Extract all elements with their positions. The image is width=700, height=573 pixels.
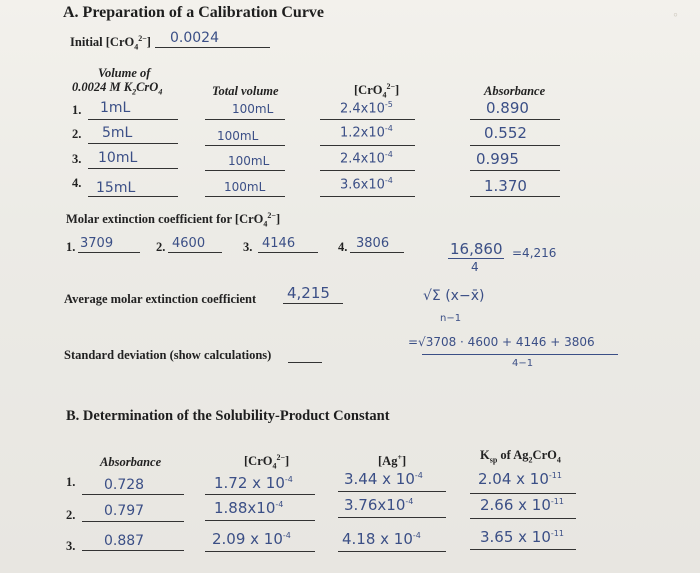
absorbance-value: 0.887 bbox=[104, 533, 145, 549]
absorbance-value: 0.552 bbox=[484, 124, 527, 142]
coefficient-value: 4600 bbox=[172, 236, 206, 251]
coefficient-value: 3709 bbox=[80, 236, 114, 251]
total-volume-value: 100mL bbox=[224, 180, 266, 194]
total-volume-value: 100mL bbox=[228, 154, 270, 168]
cro4-value: 1.72 x $10^{-4}$ bbox=[214, 474, 293, 492]
cro4-value: $1.88x10^{-4}$ bbox=[214, 499, 284, 517]
concentration-value: $1.2x10^{-4}$ bbox=[340, 124, 393, 141]
row-number: 1. bbox=[66, 475, 76, 489]
row-number: 3. bbox=[66, 539, 76, 553]
coefficient-value: 3806 bbox=[356, 236, 390, 251]
total-volume-value: 100mL bbox=[217, 129, 259, 143]
volume-value: 1mL bbox=[100, 100, 131, 116]
absorbance-value: 0.995 bbox=[476, 150, 519, 168]
concentration-value: $2.4x10^{-5}$ bbox=[340, 100, 393, 117]
volume-value: 10mL bbox=[98, 150, 138, 166]
coefficient-number: 4. bbox=[338, 240, 348, 254]
ag-value: 4.18 x $10^{-4}$ bbox=[342, 530, 421, 548]
ksp-value: 2.66 x $10^{-11}$ bbox=[480, 496, 564, 514]
coefficient-value: 4146 bbox=[262, 236, 296, 251]
ag-value: $3.76x10^{-4}$ bbox=[344, 496, 414, 514]
stdev-work-denominator: 4−1 bbox=[512, 358, 534, 369]
b-absorbance-header: Absorbance bbox=[100, 455, 162, 469]
absorbance-value: 0.890 bbox=[486, 99, 529, 117]
absorbance-header: Absorbance bbox=[484, 84, 546, 98]
sum-note: 16,860 bbox=[450, 240, 503, 258]
volume-value: 15mL bbox=[96, 180, 136, 196]
concentration-header: [CrO$_4^{2-}$] bbox=[354, 82, 400, 100]
initial-cro4-value: 0.0024 bbox=[170, 30, 219, 46]
sum-result: =4,216 bbox=[512, 246, 557, 260]
volume-value: 5mL bbox=[102, 125, 133, 141]
total-volume-header: Total volume bbox=[212, 84, 279, 98]
ag-value: 3.44 x $10^{-4}$ bbox=[344, 470, 423, 488]
row-number: 3. bbox=[72, 152, 82, 166]
coefficient-number: 3. bbox=[243, 240, 253, 254]
ksp-value: 3.65 x $10^{-11}$ bbox=[480, 528, 564, 546]
ksp-value: 2.04 x $10^{-11}$ bbox=[478, 470, 562, 488]
coefficient-number: 2. bbox=[156, 240, 166, 254]
initial-cro4-label: Initial [CrO$_4^{2-}$] bbox=[70, 34, 151, 52]
absorbance-value: 0.728 bbox=[104, 477, 145, 493]
coefficient-number: 1. bbox=[66, 240, 76, 254]
absorbance-value: 0.797 bbox=[104, 503, 145, 519]
average-label: Average molar extinction coefficient bbox=[64, 292, 257, 306]
stdev-formula-denominator: n−1 bbox=[440, 313, 462, 324]
concentration-value: $3.6x10^{-4}$ bbox=[340, 176, 393, 193]
stdev-work: =√3708 · 4600 + 4146 + 3806 bbox=[408, 335, 595, 349]
section-b-title: B. Determination of the Solubility-Product Constant bbox=[66, 408, 390, 424]
total-volume-value: 100mL bbox=[232, 102, 274, 116]
concentration-value: $2.4x10^{-4}$ bbox=[340, 150, 393, 167]
volume-header-line1: Volume of bbox=[98, 66, 151, 80]
b-ksp-header: $K_{sp}$ of $Ag_2CrO_4$ bbox=[480, 448, 561, 465]
row-number: 2. bbox=[72, 127, 82, 141]
row-number: 4. bbox=[72, 176, 82, 190]
b-ag-header: [Ag+] bbox=[378, 453, 407, 469]
corner-smudge: ◦ bbox=[673, 6, 678, 22]
average-value: 4,215 bbox=[287, 284, 330, 302]
row-number: 2. bbox=[66, 508, 76, 522]
stdev-formula: √Σ (x−x̄) bbox=[423, 288, 485, 304]
b-cro4-header: [CrO$_4^{2-}$] bbox=[244, 453, 290, 471]
cro4-value: 2.09 x $10^{-4}$ bbox=[212, 530, 291, 548]
stdev-label: Standard deviation (show calculations) bbox=[64, 348, 272, 362]
row-number: 1. bbox=[72, 103, 82, 117]
absorbance-value: 1.370 bbox=[484, 177, 527, 195]
sum-divisor: 4 bbox=[471, 260, 479, 274]
volume-header-line2: 0.0024 M $K_2CrO_4$ bbox=[72, 80, 163, 97]
section-a-title: A. Preparation of a Calibration Curve bbox=[63, 4, 325, 21]
initial-underline bbox=[155, 47, 270, 48]
molar-extinction-label: Molar extinction coefficient for [CrO$_4^{2-}$] bbox=[66, 211, 281, 229]
